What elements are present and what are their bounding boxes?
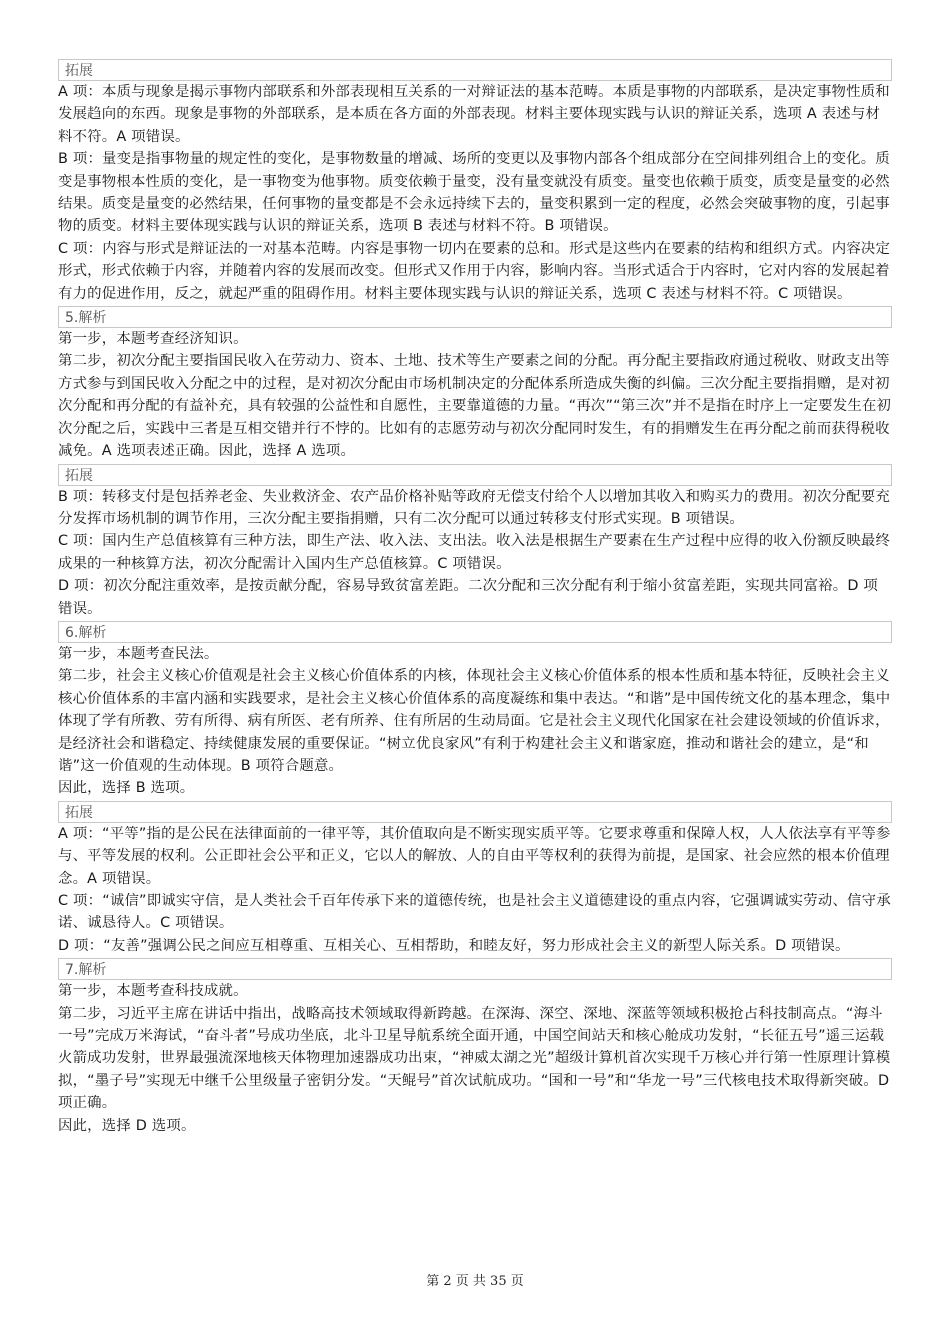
section-header: 拓展 [58,59,892,81]
paragraph: A 项：本质与现象是揭示事物内部联系和外部表现相互关系的一对辩证法的基本范畴。本质是事物的内部联系，是决定事物性质和发展趋向的东西。现象是事物的外部联系，是本质在各方面的外部表现。材料主要体现实践与认识的辩证关系，选项 A 表述与材料不符。A 项错误。 [58,84,890,145]
section-expand-5 [58,464,892,620]
paragraph: 第一步，本题考查科技成就。 [58,983,248,1000]
section-answer-5 [58,306,892,462]
section-answer-7 [58,958,892,1137]
paragraph: A 项：“平等”指的是公民在法律面前的一律平等，其价值取向是不断实现实质平等。它要求尊重和保障人权，人人依法享有平等参与、平等发展的权利。公正即社会公平和正义，它以人的解放、人的自由平等权利的获得为前提，是国家、社会应然的根本价值理念。A 项错误。 [58,825,891,887]
paragraph: 第二步，社会主义核心价值观是社会主义核心价值体系的内核，体现社会主义核心价值体系的根本性质和基本特征，反映社会主义核心价值体系的丰富内涵和实践要求，是社会主义核心价值体系的高度凝练和集中表达。“和谐”是中国传统文化的基本理念，集中体现了学有所教、劳有所得、病有所医、老有所养、住有所居的生动局面。它是社会主义现代化国家在社会建设领域的价值诉求，是经济社会和谐稳定、持续健康发展的重要保证。“树立优良家风”有利于构建社会主义和谐家庭，推动和谐社会的建立，是“和谐”这一价值观的生动体现。B 项符合题意。 [58,668,891,774]
paragraph: C 项：内容与形式是辩证法的一对基本范畴。内容是事物一切内在要素的总和。形式是这些内在要素的结构和组织方式。内容决定形式，形式依赖于内容，并随着内容的发展而改变。但形式又作用于内容，影响内容。当形式适合于内容时，它对内容的发展起着有力的促进作用，反之，就起严重的阻碍作用。材料主要体现实践与认识的辩证关系，选项 C 表述与材料不符。C 项错误。 [58,240,891,302]
paragraph: 因此，选择 B 选项。 [58,780,195,797]
paragraph: C 项：国内生产总值核算有三种方法，即生产法、收入法、支出法。收入法是根据生产要素在生产过程中应得的收入份额反映最终成果的一种核算方法，初次分配需计入国内生产总值核算。C 项错误。 [58,533,891,572]
paragraph: 第二步，习近平主席在讲话中指出，战略高技术领域取得新跨越。在深海、深空、深地、深蓝等领域积极抢占科技制高点。“海斗一号”完成万米海试，“奋斗者”号成功坐底，北斗卫星导航系统全面开通，中国空间站天和核心舱成功发射，“长征五号”遥三运载火箭成功发射，世界最强流深地核天体物理加速器成功出束，“神威太湖之光”超级计算机首次实现千万核心并行第一性原理计算模拟，“墨子号”实现无中继千公里级量子密钥分发。“天鲲号”首次试航成功。“国和一号”和“华龙一号”三代核电技术取得新突破。D 项正确。 [58,1005,891,1112]
paragraph: D 项：“友善”强调公民之间应互相尊重、互相关心、互相帮助，和睦友好，努力形成社会主义的新型人际关系。D 项错误。 [58,937,850,954]
section-answer-6 [58,621,892,800]
section-header: 拓展 [58,464,892,486]
page-footer: 第 2 页 共 35 页 [426,1274,524,1289]
paragraph: 第二步，初次分配主要指国民收入在劳动力、资本、土地、技术等生产要素之间的分配。再分配主要指政府通过税收、财政支出等方式参与到国民收入分配之中的过程，是对初次分配由市场机制决定的分配体系所造成失衡的纠偏。三次分配主要指捐赠，是对初次分配和再分配的有益补充，具有较强的公益性和自愿性，主要靠道德的力量。“再次”“第三次”并不是指在时序上一定要发生在初次分配之后，实践中三者是互相交错并行不悖的。比如有的志愿劳动与初次分配同时发生，有的捐赠发生在再分配之前而获得税收减免。A 选项表述正确。因此，选择 A 选项。 [58,353,892,460]
section-header: 7.解析 [58,958,892,980]
paragraph: B 项：量变是指事物量的规定性的变化，是事物数量的增减、场所的变更以及事物内部各个组成部分在空间排列组合上的变化。质变是事物根本性质的变化，是一事物变为他事物。质变依赖于量变，没有量变就没有质变。量变也依赖于质变，质变是量变的必然结果。质变是量变的必然结果，任何事物的量变都是不会永远持续下去的，量变积累到一定的程度，必然会突破事物的度，引起事物的质变。材料主要体现实践与认识的辩证关系，选项 B 表述与材料不符。B 项错误。 [58,151,890,235]
section-expand-4 [58,59,892,305]
section-expand-6 [58,801,892,957]
section-header: 拓展 [58,801,892,823]
paragraph: C 项：“诚信”即诚实守信，是人类社会千百年传承下来的道德传统，也是社会主义道德建设的重点内容，它强调诚实劳动、信守承诺、诚恳待人。C 项错误。 [58,893,891,932]
section-header: 5.解析 [58,306,892,328]
paragraph: D 项：初次分配注重效率，是按贡献分配，容易导致贫富差距。二次分配和三次分配有利于缩小贫富差距，实现共同富裕。D 项错误。 [58,578,879,617]
paragraph: B 项：转移支付是包括养老金、失业救济金、农产品价格补贴等政府无偿支付给个人以增加其收入和购买力的费用。初次分配要充分发挥市场机制的调节作用，三次分配主要指捐赠，只有二次分配可以通过转移支付形式实现。B 项错误。 [58,488,890,527]
paragraph: 第一步，本题考查经济知识。 [58,331,248,348]
section-header: 6.解析 [58,621,892,643]
paragraph: 因此，选择 D 选项。 [58,1117,196,1134]
page-content [58,58,892,1137]
paragraph: 第一步，本题考查民法。 [58,645,219,662]
